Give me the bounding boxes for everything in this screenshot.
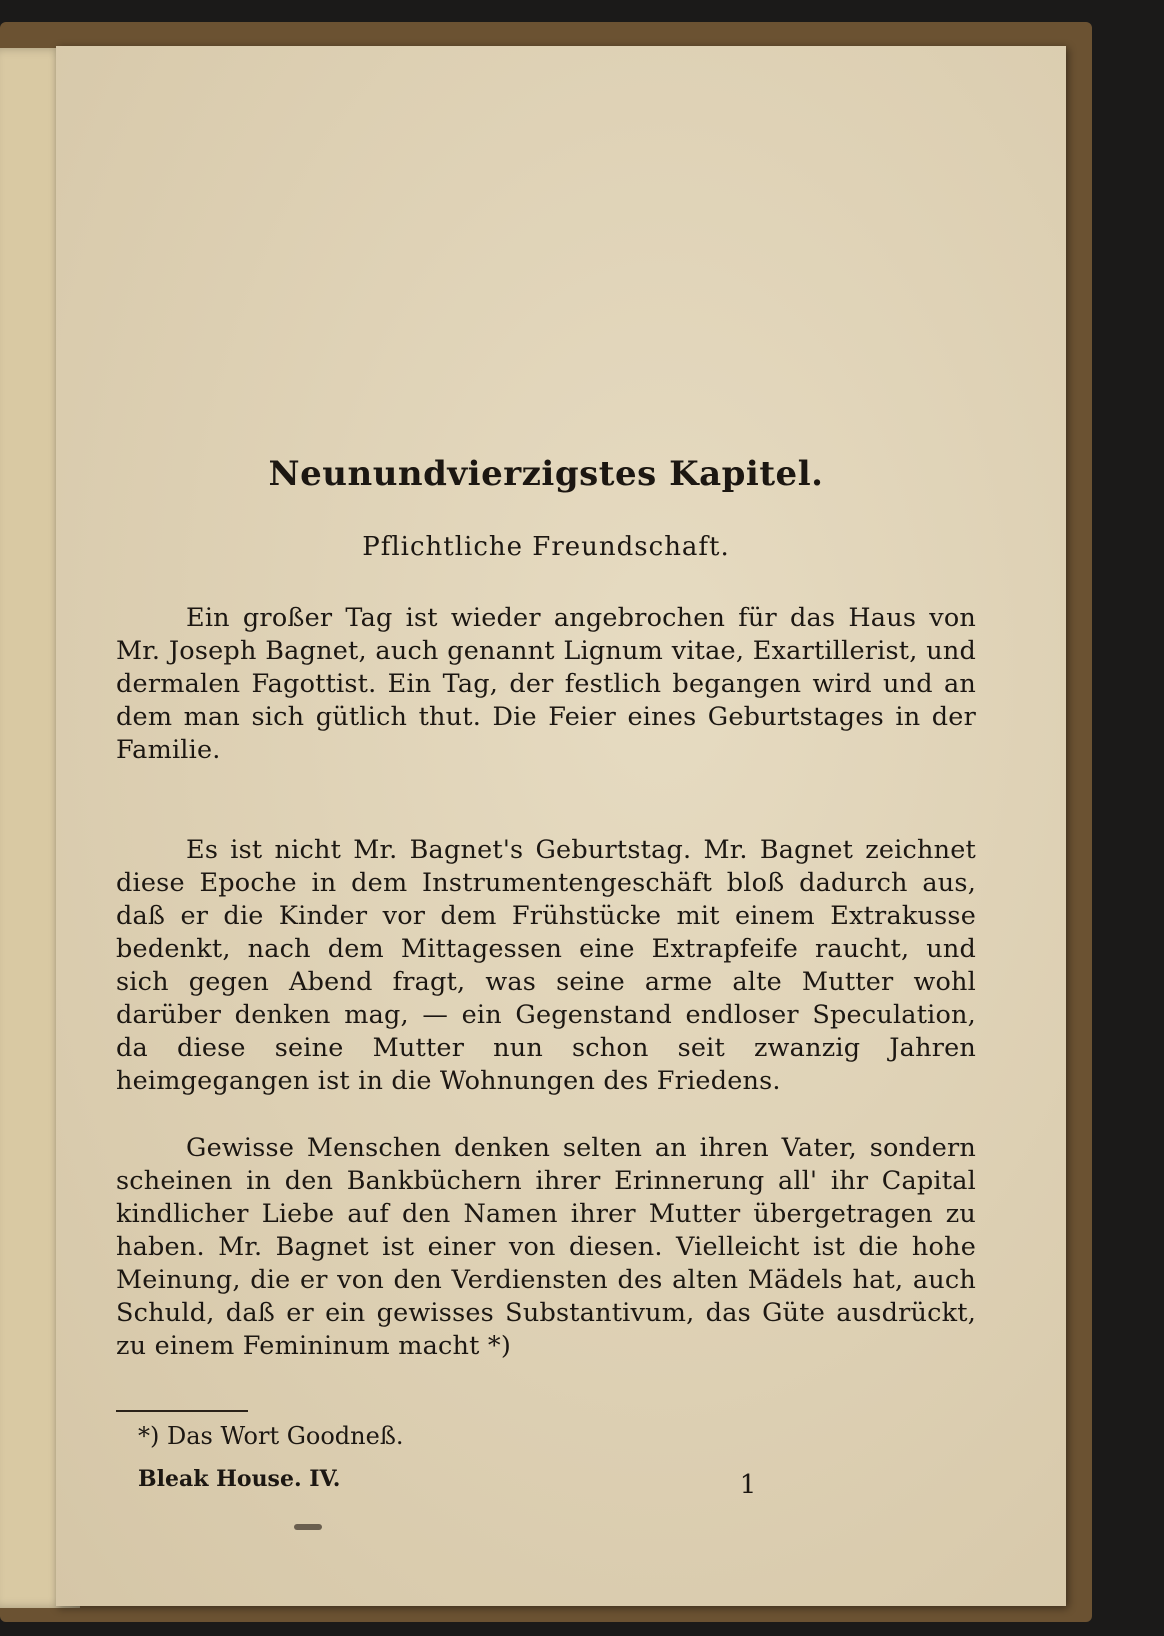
book-page [56, 46, 1066, 1606]
ink-smudge [294, 1524, 322, 1530]
footnote: *) Das Wort Goodneß. [138, 1422, 404, 1450]
paragraph-2: Es ist nicht Mr. Bagnet's Geburtstag. Mr. Bagnet zeichnet diese Epoche in dem Instrumentengeschäft bloß dadurch aus, daß er die Kinder vor dem Frühstücke mit einem Extrakusse bedenkt, nach dem Mittagessen eine Extrapfeife raucht, und sich gegen Abend fragt, was seine arme alte Mutter wohl darüber denken mag, — ein Gegenstand endloser Speculation, da diese seine Mutter nun schon seit zwanzig Jahren heimgegangen ist in die Wohnungen des Friedens. [116, 835, 976, 1096]
footnote-rule [116, 1410, 248, 1412]
paragraph-3: Gewisse Menschen denken selten an ihren Vater, sondern scheinen in den Bankbüchern ihrer Erinnerung all' ihr Capital kindlicher Liebe auf den Namen ihrer Mutter übergetragen zu haben. Mr. Bagnet ist einer von diesen. Vielleicht ist die hohe Meinung, die er von den Verdiensten des alten Mädels hat, auch Schuld, daß er ein gewisses Substantivum, das Güte ausdrückt, zu einem Femininum macht *) [116, 1133, 976, 1361]
chapter-subtitle: Pflichtliche Freundschaft. [362, 532, 730, 562]
signature-number: 1 [739, 1470, 757, 1500]
paragraph-1: Ein großer Tag ist wieder angebrochen für das Haus von Mr. Joseph Bagnet, auch genannt Lignum vitae, Exartillerist, und dermalen Fagottist. Ein Tag, der festlich begangen wird und an dem man sich gütlich thut. Die Feier eines Geburtstages in der Familie. [116, 603, 976, 765]
printer-signature: Bleak House. IV. [138, 1466, 341, 1492]
chapter-title: Neunundvierzigstes Kapitel. [268, 454, 824, 494]
